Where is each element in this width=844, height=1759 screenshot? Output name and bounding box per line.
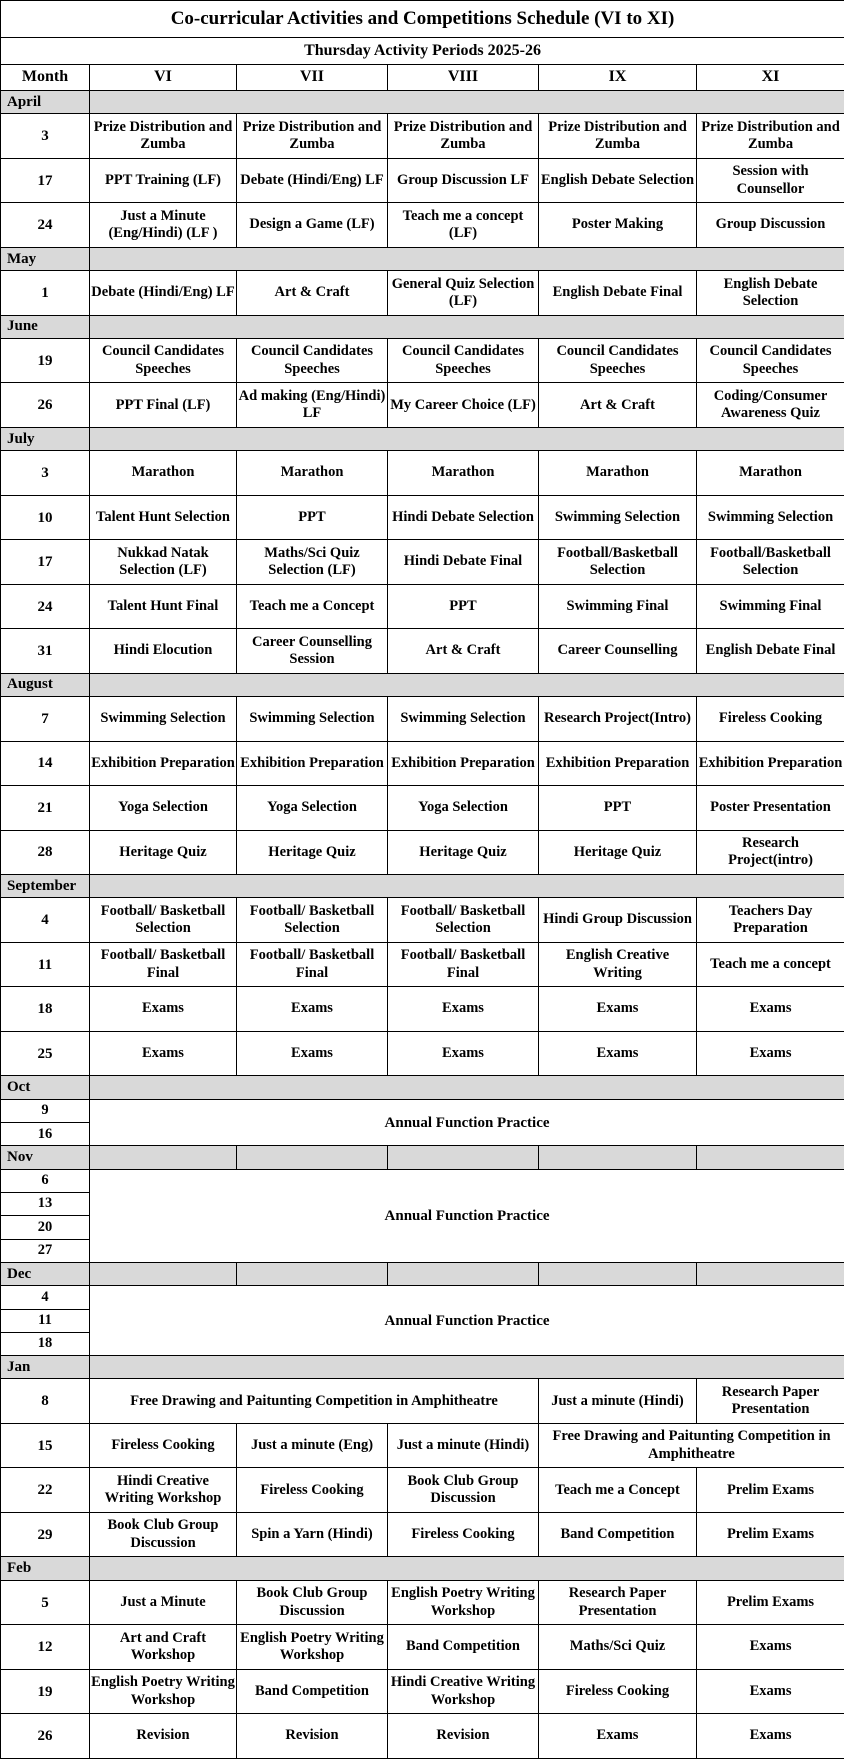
activity-cell-vi: Council Candidates Speeches [90,338,237,383]
table-row [1,741,844,786]
schedule-title: Co-curricular Activities and Competitions Schedule (VI to XI) [1,1,844,38]
month-row-nov [1,1146,844,1169]
activity-cell-xi: Coding/Consumer Awareness Quiz [697,383,844,428]
activity-cell-vii: Prize Distribution and Zumba [237,114,388,159]
activity-cell-ix: Poster Making [539,203,697,248]
activity-cell-xi: Poster Presentation [697,786,844,831]
activity-cell-vii: PPT [237,495,388,540]
activity-cell-vii: Career Counselling Session [237,629,388,674]
table-row [1,114,844,159]
month-row-dec [1,1262,844,1285]
month-spacer [388,1262,539,1285]
activity-cell-ix-xi: Free Drawing and Paitunting Competition in Amphitheatre [539,1423,844,1468]
activity-cell-vi: Book Club Group Discussion [90,1512,237,1557]
activity-cell-xi: Marathon [697,451,844,496]
month-label: Nov [1,1146,90,1169]
table-row [1,898,844,943]
date-cell: 14 [1,741,90,786]
table-row [1,495,844,540]
activity-cell-viii: Teach me a concept (LF) [388,203,539,248]
activity-cell-xi: Football/Basketball Selection [697,540,844,585]
activity-cell-vi: Talent Hunt Selection [90,495,237,540]
date-cell: 3 [1,451,90,496]
activity-cell-xi: Prize Distribution and Zumba [697,114,844,159]
activity-cell-vi: Hindi Elocution [90,629,237,674]
date-cell: 22 [1,1468,90,1513]
activity-cell-vii: Spin a Yarn (Hindi) [237,1512,388,1557]
date-cell: 18 [1,987,90,1032]
activity-cell-xi: English Debate Selection [697,271,844,316]
activity-cell-vii: Heritage Quiz [237,830,388,875]
month-spacer [697,1262,844,1285]
table-row [1,1031,844,1076]
date-cell: 25 [1,1031,90,1076]
activity-cell-vi: Hindi Creative Writing Workshop [90,1468,237,1513]
month-label: Feb [1,1557,90,1580]
activity-cell-vii: Council Candidates Speeches [237,338,388,383]
activity-cell-viii: Heritage Quiz [388,830,539,875]
activity-cell-vii: Revision [237,1714,388,1759]
date-cell: 16 [1,1123,90,1146]
activity-cell-viii: Exams [388,987,539,1032]
date-cell: 28 [1,830,90,875]
activity-cell-viii: Hindi Debate Final [388,540,539,585]
date-cell: 19 [1,338,90,383]
month-label: April [1,91,90,114]
month-spacer [90,673,844,696]
month-row-jan [1,1356,844,1379]
activity-cell-xi: Research Project(intro) [697,830,844,875]
table-row [1,338,844,383]
activity-cell-viii: Hindi Debate Selection [388,495,539,540]
activity-cell-vi: Exams [90,987,237,1032]
activity-cell-viii: Prize Distribution and Zumba [388,114,539,159]
date-cell: 4 [1,1286,90,1309]
table-row [1,786,844,831]
month-row-august [1,673,844,696]
activity-cell-viii: Yoga Selection [388,786,539,831]
activity-cell-viii: Revision [388,1714,539,1759]
activity-cell-viii: Football/ Basketball Selection [388,898,539,943]
activity-cell-viii: Hindi Creative Writing Workshop [388,1669,539,1714]
activity-cell-vi: Football/ Basketball Final [90,942,237,987]
activity-cell-vi: Yoga Selection [90,786,237,831]
activity-cell-viii: Just a minute (Hindi) [388,1423,539,1468]
activity-cell-viii: Swimming Selection [388,697,539,742]
month-label: June [1,315,90,338]
activity-cell-vii: Exams [237,1031,388,1076]
activity-cell-viii: Book Club Group Discussion [388,1468,539,1513]
month-row-may [1,247,844,270]
activity-cell-vi: Exhibition Preparation [90,741,237,786]
activity-cell-ix: Swimming Selection [539,495,697,540]
table-row [1,1099,844,1122]
table-row [1,1169,844,1192]
table-row [1,540,844,585]
activity-cell-xi: Research Paper Presentation [697,1379,844,1424]
table-row [1,1625,844,1670]
activity-cell-ix: Research Paper Presentation [539,1580,697,1625]
activity-cell-ix: Just a minute (Hindi) [539,1379,697,1424]
activity-cell-ix: Swimming Final [539,584,697,629]
activity-cell-xi: Exams [697,1031,844,1076]
month-row-april [1,91,844,114]
schedule-subtitle: Thursday Activity Periods 2025-26 [1,38,844,64]
month-spacer [90,1146,237,1169]
activity-cell-ix: English Debate Final [539,271,697,316]
activity-cell-ix: Maths/Sci Quiz [539,1625,697,1670]
activity-cell-viii: Fireless Cooking [388,1512,539,1557]
annual-function-cell: Annual Function Practice [90,1169,844,1262]
table-row [1,1714,844,1759]
activity-cell-vii: Football/ Basketball Selection [237,898,388,943]
activity-cell-vii: English Poetry Writing Workshop [237,1625,388,1670]
activity-cell-vii: Teach me a Concept [237,584,388,629]
activity-cell-ix: Fireless Cooking [539,1669,697,1714]
annual-function-cell: Annual Function Practice [90,1286,844,1356]
activity-cell-ix: Exams [539,1714,697,1759]
activity-cell-vi: Revision [90,1714,237,1759]
header-viii: VIII [388,64,539,90]
date-cell: 7 [1,697,90,742]
activity-cell-xi: Exams [697,987,844,1032]
month-spacer [90,427,844,450]
date-cell: 11 [1,1309,90,1332]
month-spacer [90,247,844,270]
month-spacer [237,1262,388,1285]
activity-cell-ix: Football/Basketball Selection [539,540,697,585]
date-cell: 26 [1,383,90,428]
month-spacer [539,1146,697,1169]
annual-function-cell: Annual Function Practice [90,1099,844,1146]
table-row [1,1512,844,1557]
header-vii: VII [237,64,388,90]
date-cell: 24 [1,203,90,248]
activity-cell-ix: PPT [539,786,697,831]
date-cell: 3 [1,114,90,159]
table-row [1,629,844,674]
activity-cell-viii: English Poetry Writing Workshop [388,1580,539,1625]
date-cell: 1 [1,271,90,316]
month-spacer [90,875,844,898]
activity-cell-xi: Session with Counsellor [697,158,844,203]
month-spacer [697,1146,844,1169]
date-cell: 19 [1,1669,90,1714]
table-row [1,1580,844,1625]
activity-cell-ix: Hindi Group Discussion [539,898,697,943]
activity-cell-ix: Exams [539,987,697,1032]
activity-cell-vii: Yoga Selection [237,786,388,831]
activity-cell-viii: Exhibition Preparation [388,741,539,786]
date-cell: 27 [1,1239,90,1262]
date-cell: 4 [1,898,90,943]
activity-cell-vii: Fireless Cooking [237,1468,388,1513]
month-label: September [1,875,90,898]
month-row-july [1,427,844,450]
activity-cell-vii: Design a Game (LF) [237,203,388,248]
activity-cell-ix: Exams [539,1031,697,1076]
activity-cell-xi: Council Candidates Speeches [697,338,844,383]
activity-cell-vi: Debate (Hindi/Eng) LF [90,271,237,316]
date-cell: 17 [1,158,90,203]
activity-cell-vii: Debate (Hindi/Eng) LF [237,158,388,203]
activity-cell-xi: Prelim Exams [697,1468,844,1513]
activity-cell-vi: PPT Final (LF) [90,383,237,428]
activity-cell-vii: Maths/Sci Quiz Selection (LF) [237,540,388,585]
date-cell: 8 [1,1379,90,1424]
month-row-september [1,875,844,898]
activity-cell-vi-viii: Free Drawing and Paitunting Competition in Amphitheatre [90,1379,539,1424]
date-cell: 17 [1,540,90,585]
activity-cell-vii: Football/ Basketball Final [237,942,388,987]
activity-cell-ix: Band Competition [539,1512,697,1557]
activity-cell-ix: English Debate Selection [539,158,697,203]
activity-cell-vii: Swimming Selection [237,697,388,742]
activity-cell-vii: Art & Craft [237,271,388,316]
activity-cell-xi: Exams [697,1625,844,1670]
table-row [1,1286,844,1309]
month-label: Dec [1,1262,90,1285]
activity-cell-xi: Exhibition Preparation [697,741,844,786]
date-cell: 21 [1,786,90,831]
activity-cell-vii: Book Club Group Discussion [237,1580,388,1625]
month-spacer [90,315,844,338]
activity-cell-xi: Exams [697,1714,844,1759]
table-row [1,451,844,496]
activity-cell-vi: Swimming Selection [90,697,237,742]
activity-cell-vi: Marathon [90,451,237,496]
month-spacer [237,1146,388,1169]
activity-cell-ix: Exhibition Preparation [539,741,697,786]
activity-cell-vi: Prize Distribution and Zumba [90,114,237,159]
date-cell: 20 [1,1216,90,1239]
activity-cell-ix: Teach me a Concept [539,1468,697,1513]
table-row [1,271,844,316]
table-row [1,830,844,875]
activity-cell-viii: My Career Choice (LF) [388,383,539,428]
activity-cell-xi: Prelim Exams [697,1580,844,1625]
month-row-oct [1,1076,844,1099]
activity-cell-ix: Heritage Quiz [539,830,697,875]
activity-cell-vi: English Poetry Writing Workshop [90,1669,237,1714]
activity-cell-ix: Art & Craft [539,383,697,428]
activity-cell-vi: Nukkad Natak Selection (LF) [90,540,237,585]
table-row [1,942,844,987]
activity-cell-ix: Marathon [539,451,697,496]
activity-cell-xi: Swimming Final [697,584,844,629]
activity-cell-viii: Band Competition [388,1625,539,1670]
activity-cell-viii: Marathon [388,451,539,496]
month-spacer [90,1356,844,1379]
activity-cell-ix: Career Counselling [539,629,697,674]
activity-cell-vi: Just a Minute [90,1580,237,1625]
date-cell: 15 [1,1423,90,1468]
activity-cell-ix: Research Project(Intro) [539,697,697,742]
table-row [1,1669,844,1714]
activity-cell-xi: Teach me a concept [697,942,844,987]
activity-cell-viii: Art & Craft [388,629,539,674]
month-row-feb [1,1557,844,1580]
date-cell: 31 [1,629,90,674]
month-label: July [1,427,90,450]
header-ix: IX [539,64,697,90]
header-vi: VI [90,64,237,90]
activity-cell-xi: English Debate Final [697,629,844,674]
table-row [1,383,844,428]
activity-cell-vi: Fireless Cooking [90,1423,237,1468]
header-xi: XI [697,64,844,90]
activity-cell-vi: PPT Training (LF) [90,158,237,203]
date-cell: 9 [1,1099,90,1122]
month-spacer [90,91,844,114]
activity-cell-vii: Band Competition [237,1669,388,1714]
date-cell: 18 [1,1332,90,1355]
date-cell: 11 [1,942,90,987]
activity-cell-xi: Fireless Cooking [697,697,844,742]
activity-cell-vi: Heritage Quiz [90,830,237,875]
date-cell: 29 [1,1512,90,1557]
date-cell: 26 [1,1714,90,1759]
table-row [1,987,844,1032]
activity-cell-vii: Exams [237,987,388,1032]
activity-cell-ix: English Creative Writing [539,942,697,987]
activity-cell-vi: Exams [90,1031,237,1076]
month-spacer [388,1146,539,1169]
header-month: Month [1,64,90,90]
month-spacer [90,1557,844,1580]
activity-cell-ix: Council Candidates Speeches [539,338,697,383]
table-row [1,1379,844,1424]
activity-cell-viii: Group Discussion LF [388,158,539,203]
date-cell: 13 [1,1192,90,1215]
month-label: August [1,673,90,696]
table-row [1,1468,844,1513]
date-cell: 12 [1,1625,90,1670]
activity-cell-xi: Teachers Day Preparation [697,898,844,943]
activity-cell-viii: Council Candidates Speeches [388,338,539,383]
date-cell: 6 [1,1169,90,1192]
month-label: Jan [1,1356,90,1379]
date-cell: 5 [1,1580,90,1625]
month-row-june [1,315,844,338]
table-row [1,697,844,742]
activity-cell-xi: Swimming Selection [697,495,844,540]
month-spacer [90,1262,237,1285]
activity-cell-vii: Ad making (Eng/Hindi) LF [237,383,388,428]
activity-cell-viii: PPT [388,584,539,629]
activity-cell-vi: Talent Hunt Final [90,584,237,629]
header-row [1,64,844,90]
month-spacer [539,1262,697,1285]
table-row [1,203,844,248]
activity-cell-xi: Prelim Exams [697,1512,844,1557]
activity-cell-vii: Exhibition Preparation [237,741,388,786]
table-row [1,584,844,629]
activity-cell-viii: Exams [388,1031,539,1076]
month-spacer [90,1076,844,1099]
date-cell: 10 [1,495,90,540]
activity-cell-vi: Just a Minute (Eng/Hindi) (LF ) [90,203,237,248]
date-cell: 24 [1,584,90,629]
activity-cell-ix: Prize Distribution and Zumba [539,114,697,159]
month-label: Oct [1,1076,90,1099]
activity-cell-viii: General Quiz Selection (LF) [388,271,539,316]
activity-cell-xi: Exams [697,1669,844,1714]
table-row [1,158,844,203]
activity-cell-vi: Football/ Basketball Selection [90,898,237,943]
activity-cell-vi: Art and Craft Workshop [90,1625,237,1670]
activity-cell-vii: Just a minute (Eng) [237,1423,388,1468]
activity-cell-vii: Marathon [237,451,388,496]
month-label: May [1,247,90,270]
activity-cell-viii: Football/ Basketball Final [388,942,539,987]
activity-cell-xi: Group Discussion [697,203,844,248]
table-row [1,1423,844,1468]
